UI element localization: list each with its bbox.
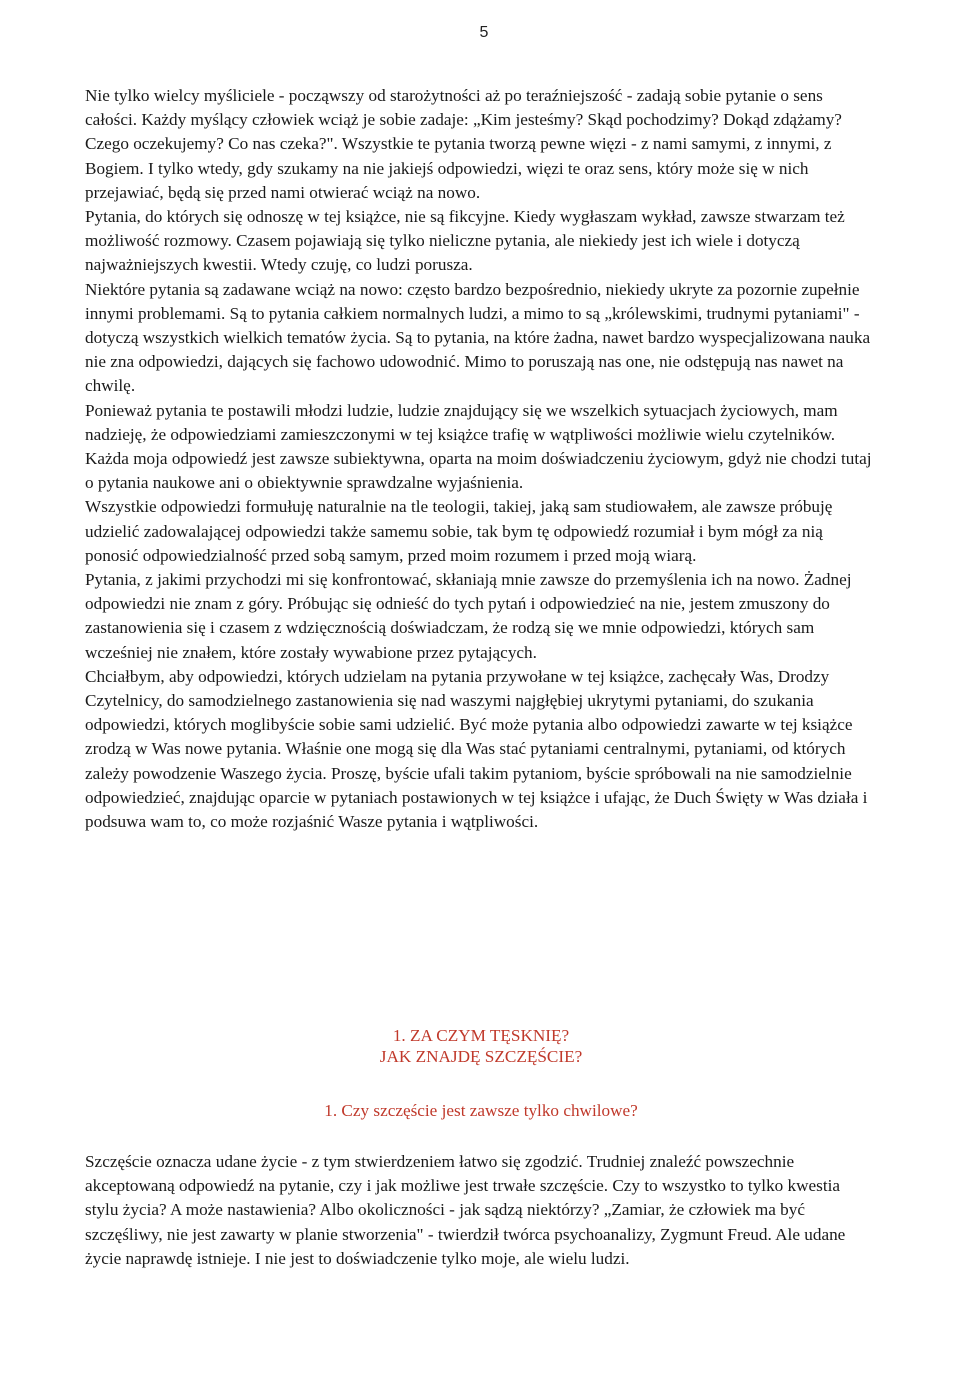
paragraph: Pytania, do których się odnoszę w tej książce, nie są fikcyjne. Kiedy wygłaszam wykład, zawsze stwarzam też możliwość rozmowy. Czasem pojawiają się tylko nieliczne pytania, ale niekiedy jest ich wiele i dotyczą najważniejszych kwestii. Wtedy czuję, co ludzi porusza. [85, 207, 845, 275]
chapter-title-line-2: JAK ZNAJDĘ SZCZĘŚCIE? [379, 1047, 583, 1066]
paragraph: Pytania, z jakimi przychodzi mi się konfrontować, skłaniają mnie zawsze do przemyślenia ich na nowo. Żadnej odpowiedzi nie znam z góry. Próbując się odnieść do tych pytań i odpowiedzieć na nie, jestem zmuszony do zastanowienia się i czasem z wdzięcznością doświadczam, że rodzą się we mnie odpowiedzi, których sam wcześniej nie znałem, które zostały wywabione przez pytających. [85, 570, 852, 662]
intro-text [85, 84, 877, 834]
paragraph: Wszystkie odpowiedzi formułuję naturalnie na tle teologii, takiej, jaką sam studiowałem, ale zawsze próbuję udzielić zadowalającej odpowiedzi także samemu sobie, tak bym tę odpowiedź rozumiał i bym mógł za nią ponosić odpowiedzialność przed sobą samym, przed moim rozumem i przed moją wiarą. [85, 497, 833, 565]
page-number: 5 [479, 24, 489, 41]
paragraph: Chciałbym, aby odpowiedzi, których udzielam na pytania przywołane w tej książce, zachęcały Was, Drodzy Czytelnicy, do samodzielnego zastanowienia się nad waszymi najgłębiej ukrytymi pytaniami, do szukania odpowiedzi, których moglibyście sobie sami udzielić. Być może pytania albo odpowiedzi zawarte w tej książce zrodzą w Was nowe pytania. Właśnie one mogą się dla Was stać pytaniami centralnymi, pytaniami, od których zależy powodzenie Waszego życia. Proszę, byście ufali takim pytaniom, byście spróbowali na nie samodzielnie odpowiedzieć, znajdując oparcie w pytaniach postawionych w tej książce i ufając, że Duch Święty w Was działa i podsuwa wam to, co może rozjaśnić Wasze pytania i wątpliwości. [85, 666, 868, 832]
section-text [85, 1150, 877, 1271]
paragraph: Ponieważ pytania te postawili młodzi ludzie, ludzie znajdujący się we wszelkich sytuacjach życiowych, mam nadzieję, że odpowiedziami zamieszczonymi w tej książce trafię w wątpliwości możliwie wielu czytelników. [85, 400, 838, 444]
chapter-title [85, 1025, 877, 1067]
chapter-title-line-1: 1. ZA CZYM TĘSKNIĘ? [392, 1026, 570, 1045]
paragraph: Szczęście oznacza udane życie - z tym stwierdzeniem łatwo się zgodzić. Trudniej znaleźć powszechnie akceptowaną odpowiedź na pytanie, czy i jak możliwe jest trwałe szczęście. Czy to wszystko to tylko kwestia stylu życia? A może nastawienia? Albo okoliczności - jak sądzą niektórzy? „Zamiar, że człowiek ma być szczęśliwy, nie jest zawarty w planie stworzenia" - twierdził twórca psychoanalizy, Zygmunt Freud. Ale udane życie naprawdę istnieje. I nie jest to doświadczenie tylko moje, ale wielu ludzi. [85, 1152, 846, 1268]
paragraph: Każda moja odpowiedź jest zawsze subiektywna, oparta na moim doświadczeniu życiowym, gdyż nie chodzi tutaj o pytania naukowe ani o obiektywnie sprawdzalne wyjaśnienia. [85, 449, 872, 493]
paragraph: Niektóre pytania są zadawane wciąż na nowo: często bardzo bezpośrednio, niekiedy ukryte za pozornie zupełnie innymi problemami. Są to pytania całkiem normalnych ludzi, a mimo to są „królewskimi, trudnymi pytaniami" - dotyczą wszystkich wielkich tematów życia. Są to pytania, na które żadna, nawet bardzo wyspecjalizowana nauka nie zna odpowiedzi, dających się fachowo udowodnić. Mimo to poruszają nas one, nie odstępują nas nawet na chwilę. [85, 279, 871, 396]
paragraph: Nie tylko wielcy myśliciele - począwszy od starożytności aż po teraźniejszość - zadają sobie pytanie o sens całości. Każdy myślący człowiek wciąż je sobie zadaje: „Kim jesteśmy? Skąd pochodzimy? Dokąd zdążamy? Czego oczekujemy? Co nas czeka?". Wszystkie te pytania tworzą pewne więzi - z nami samymi, z innymi, z Bogiem. I tylko wtedy, gdy szukamy na nie jakiejś odpowiedzi, więzi te oraz sens, który może się w nich przejawiać, będą się przed nami otwierać wciąż na nowo. [85, 86, 842, 202]
section-heading: 1. Czy szczęście jest zawsze tylko chwilowe? [324, 1101, 638, 1120]
